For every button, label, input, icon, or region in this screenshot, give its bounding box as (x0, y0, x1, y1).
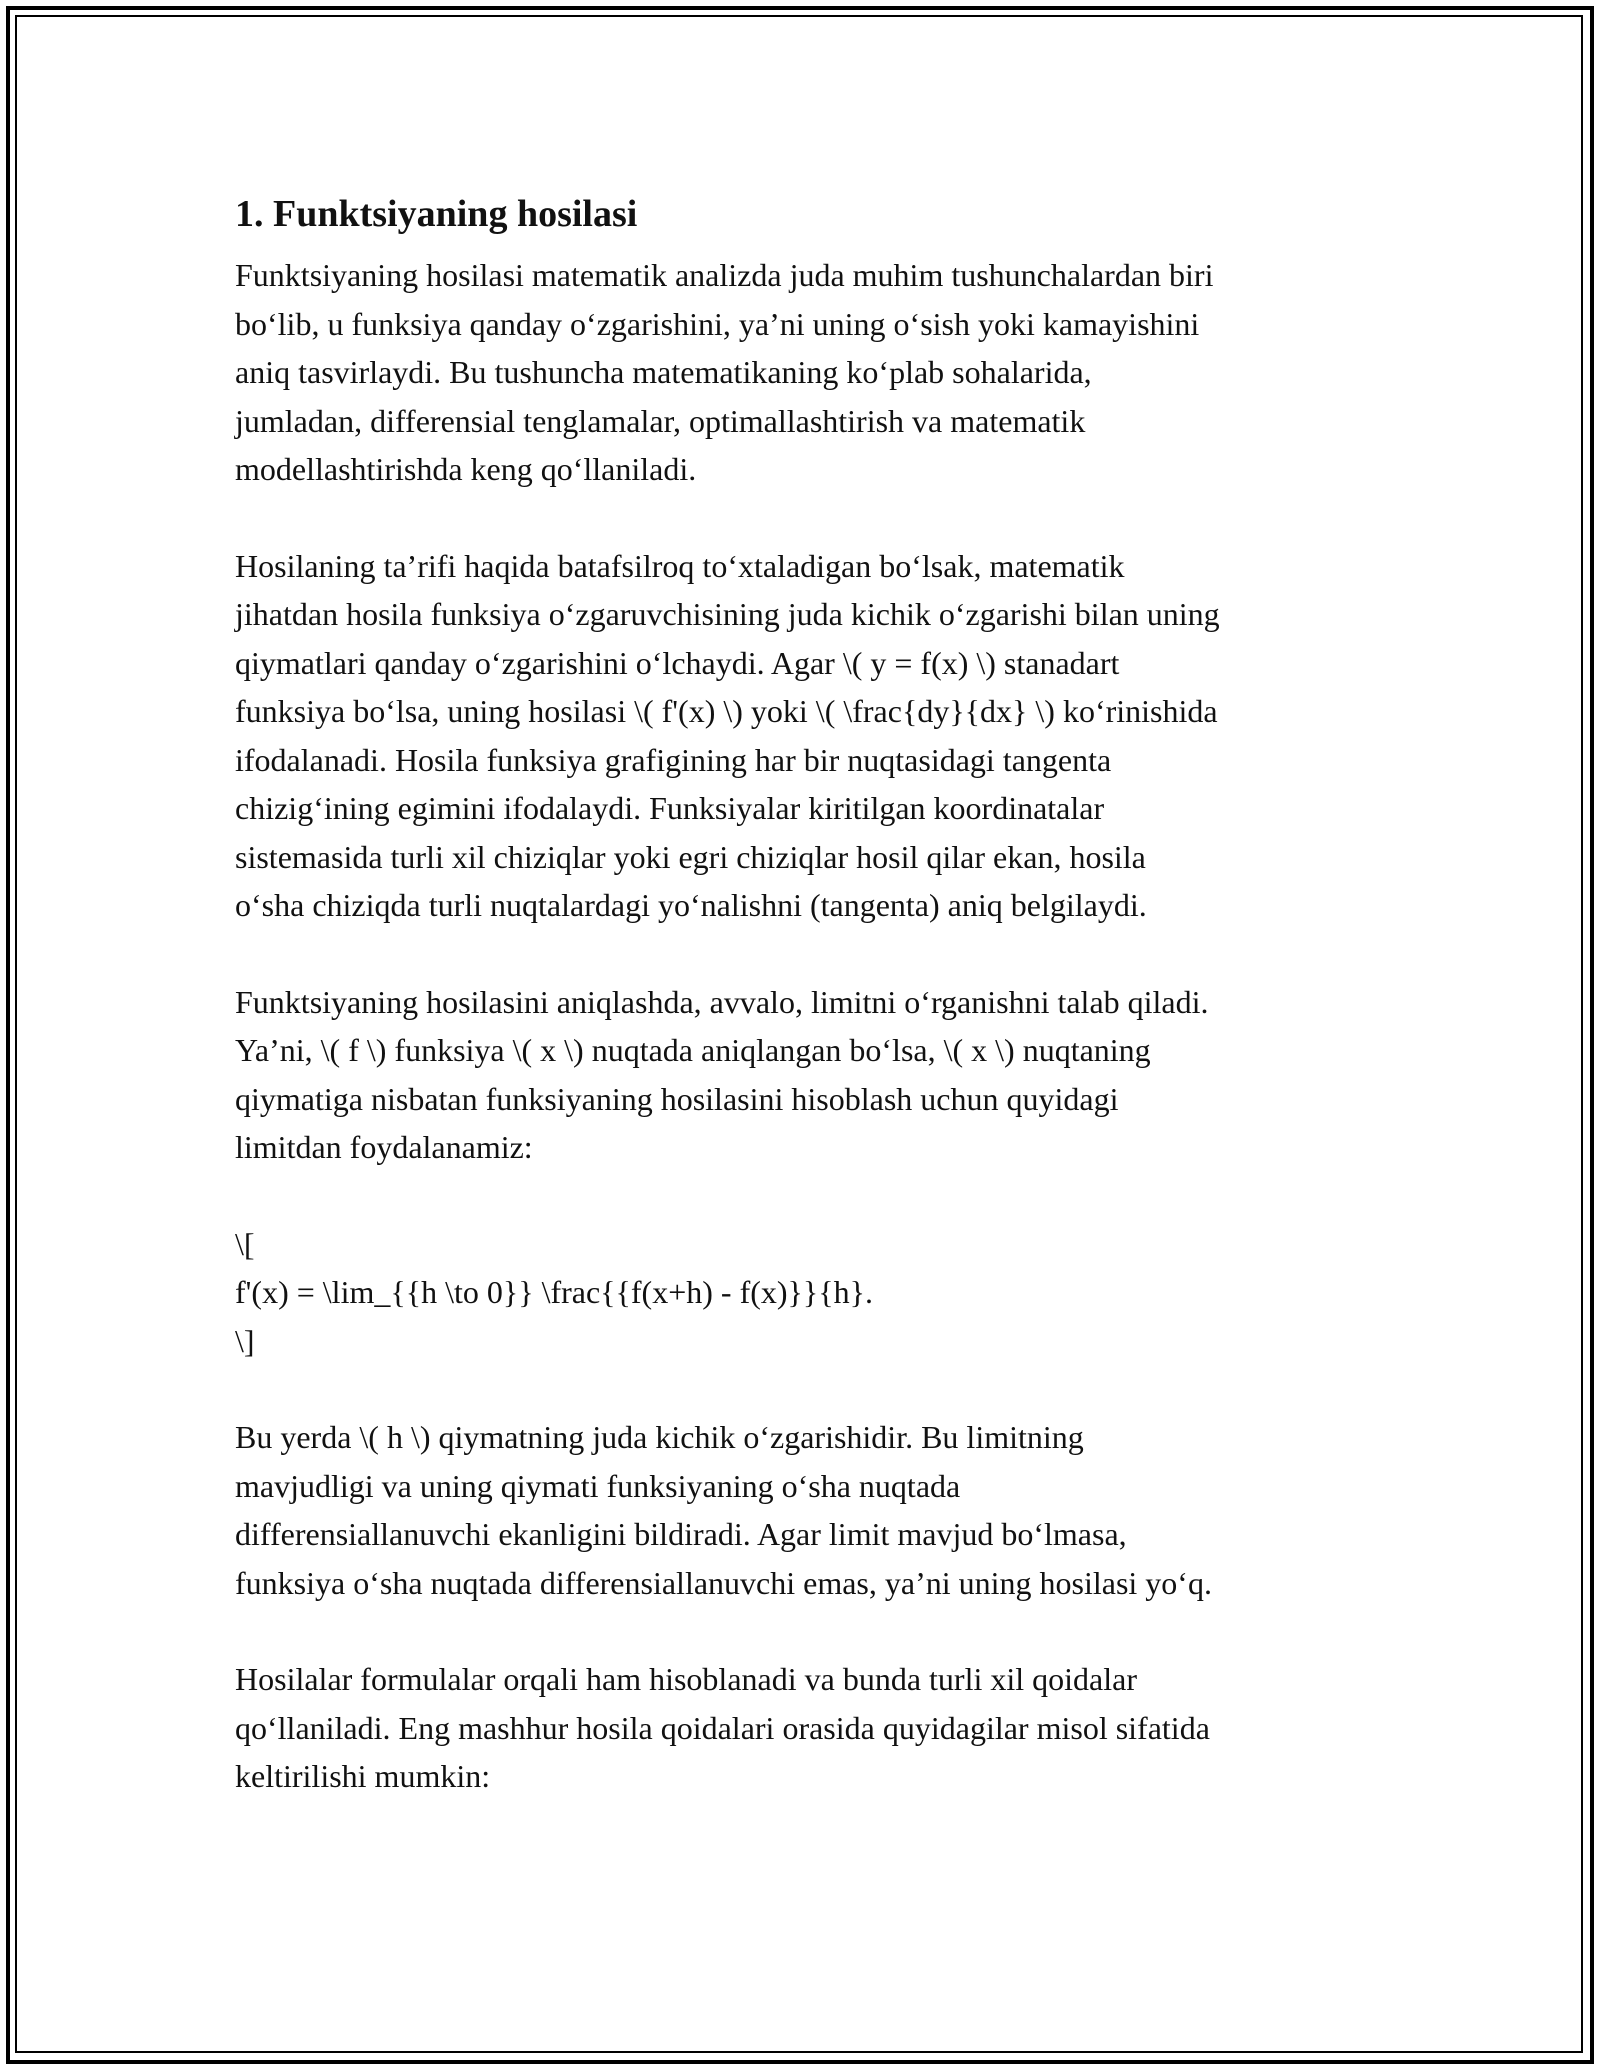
paragraph-rules: Hosilalar formulalar orqali ham hisoblanadi va bunda turli xil qoidalar qo‘llaniladi. Eng mashhur hosila qoidalari orasida quyidagilar misol sifatida keltirilishi mumkin: (235, 1661, 1210, 1794)
paragraph-intro: Funktsiyaning hosilasi matematik analizda juda muhim tushunchalardan biri bo‘lib, u funksiya qanday o‘zgarishini, ya’ni uning o‘sish yoki kamayishini aniq tasvirlaydi. Bu tushuncha matematikaning ko‘plab sohalarida, jumladan, differensial tenglamalar, optimallashtirish va matematik modellashtirishda keng qo‘llaniladi. (235, 257, 1214, 487)
paragraph-explanation: Bu yerda \( h \) qiymatning juda kichik o‘zgarishidir. Bu limitning mavjudligi va uning qiymati funksiyaning o‘sha nuqtada differensiallanuvchi ekanligini bildiradi. Agar limit mavjud bo‘lmasa, funksiya o‘sha nuqtada differensiallanuvchi emas, ya’ni uning hosilasi yo‘q. (235, 1419, 1212, 1601)
paragraph-limit: Funktsiyaning hosilasini aniqlashda, avvalo, limitni o‘rganishni talab qiladi. Ya’ni, \( f \) funksiya \( x \) nuqtada aniqlangan bo‘lsa, \( x \) nuqtaning qiymatiga nisbatan funksiyaning hosilasini hisoblash uchun quyidagi limitdan foydalanamiz: (235, 983, 1209, 1165)
paragraph-definition: Hosilaning ta’rifi haqida batafsilroq to‘xtaladigan bo‘lsak, matematik jihatdan hosila funksiya o‘zgaruvchisining juda kichik o‘zgarishi bilan uning qiymatlari qanday o‘zgarishini o‘lchaydi. Agar \( y = f(x) \) stanadart funksiya bo‘lsa, uning hosilasi \( f'(x) \) yoki \( \frac{dy}{dx} \) ko‘rinishida ifodalanadi. Hosila funksiya grafigining har bir nuqtasidagi tangenta chizig‘ining egimini ifodalaydi. Funksiyalar kiritilgan koordinatalar sistemasida turli xil chiziqlar yoki egri chiziqlar hosil qilar ekan, hosila o‘sha chiziqda turli nuqtalardagi yo‘nalishni (tangenta) aniq belgilaydi. (235, 547, 1220, 923)
section-heading: 1. Funktsiyaning hosilasi (235, 193, 638, 235)
formula-block: \[ f'(x) = \lim_{{h \to 0}} \frac{{f(x+h) - f(x)}}{h}. \] (235, 1225, 873, 1359)
document-body (235, 185, 1375, 1849)
